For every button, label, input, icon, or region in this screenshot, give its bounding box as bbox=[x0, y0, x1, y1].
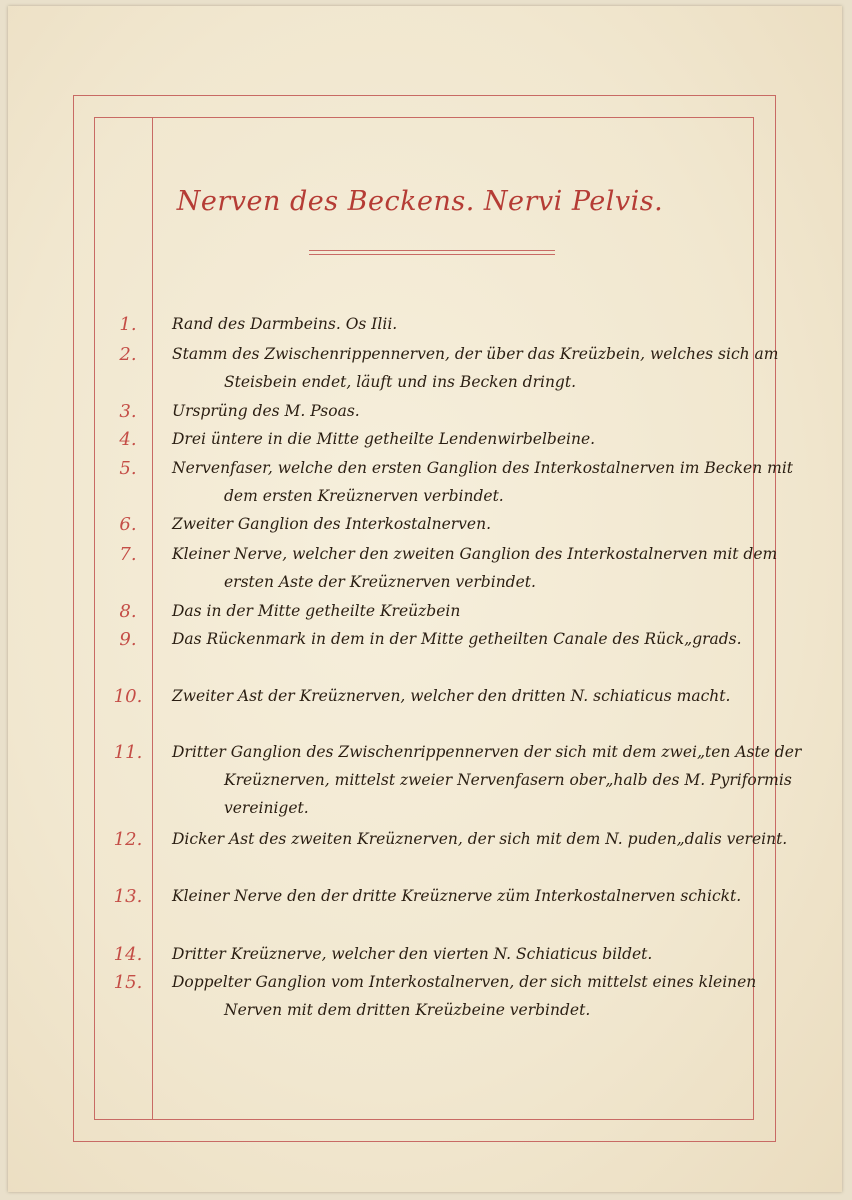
entry-number: 3. bbox=[119, 401, 137, 422]
number-column-rule bbox=[152, 117, 153, 1120]
entry-number: 12. bbox=[113, 829, 143, 850]
entry-text: Drei üntere in die Mitte getheilte Lendenwirbelbeine. bbox=[172, 430, 596, 448]
entry-number: 8. bbox=[119, 601, 137, 622]
entry-text: Stamm des Zwischenrippennerven, der über das Kreüzbein, welches sich am Steisbein endet, läuft und ins Becken dringt. bbox=[172, 345, 779, 391]
entry-number: 15. bbox=[113, 972, 143, 993]
entry-text: Zweiter Ast der Kreüznerven, welcher den dritten N. schiaticus macht. bbox=[172, 687, 731, 705]
entry-number: 9. bbox=[119, 629, 137, 650]
entry-number: 1. bbox=[119, 314, 137, 335]
entry-number: 11. bbox=[113, 742, 143, 763]
entry-text: Zweiter Ganglion des Interkostalnerven. bbox=[172, 515, 491, 533]
title-underline bbox=[309, 250, 555, 255]
page-title: Nerven des Beckens. Nervi Pelvis. bbox=[176, 186, 664, 217]
entry-text: Dicker Ast des zweiten Kreüznerven, der sich mit dem N. puden„dalis vereint. bbox=[172, 830, 788, 848]
entry-number: 4. bbox=[119, 429, 137, 450]
entry-number: 14. bbox=[113, 944, 143, 965]
entry-number: 2. bbox=[119, 344, 137, 365]
entry-text: Kleiner Nerve den der dritte Kreüznerve züm Interkostalnerven schickt. bbox=[172, 887, 742, 905]
entry-number: 13. bbox=[113, 886, 143, 907]
entry-text: Nervenfaser, welche den ersten Ganglion des Interkostalnerven im Becken mit dem ersten Kreüznerven verbindet. bbox=[172, 459, 794, 505]
entry-text: Das in der Mitte getheilte Kreüzbein bbox=[172, 602, 461, 620]
entry-number: 6. bbox=[119, 514, 137, 535]
entry-text: Dritter Ganglion des Zwischenrippennerven der sich mit dem zwei„ten Aste der Kreüznerven, mittelst zweier Nervenfasern ober„halb des M. Pyriformis vereiniget. bbox=[172, 743, 802, 817]
entry-number: 10. bbox=[113, 686, 143, 707]
entry-text: Doppelter Ganglion vom Interkostalnerven, der sich mittelst eines kleinen Nerven mit dem dritten Kreüzbeine verbindet. bbox=[172, 973, 757, 1019]
entry-number: 5. bbox=[119, 458, 137, 479]
entry-text: Kleiner Nerve, welcher den zweiten Ganglion des Interkostalnerven mit dem ersten Aste der Kreüznerven verbindet. bbox=[172, 545, 778, 591]
entry-number: 7. bbox=[119, 544, 137, 565]
entry-text: Das Rückenmark in dem in der Mitte getheilten Canale des Rück„grads. bbox=[172, 630, 742, 648]
entry-text: Dritter Kreüznerve, welcher den vierten N. Schiaticus bildet. bbox=[172, 945, 653, 963]
entry-text: Rand des Darmbeins. Os Ilii. bbox=[172, 315, 398, 333]
entry-text: Ursprüng des M. Psoas. bbox=[172, 402, 360, 420]
